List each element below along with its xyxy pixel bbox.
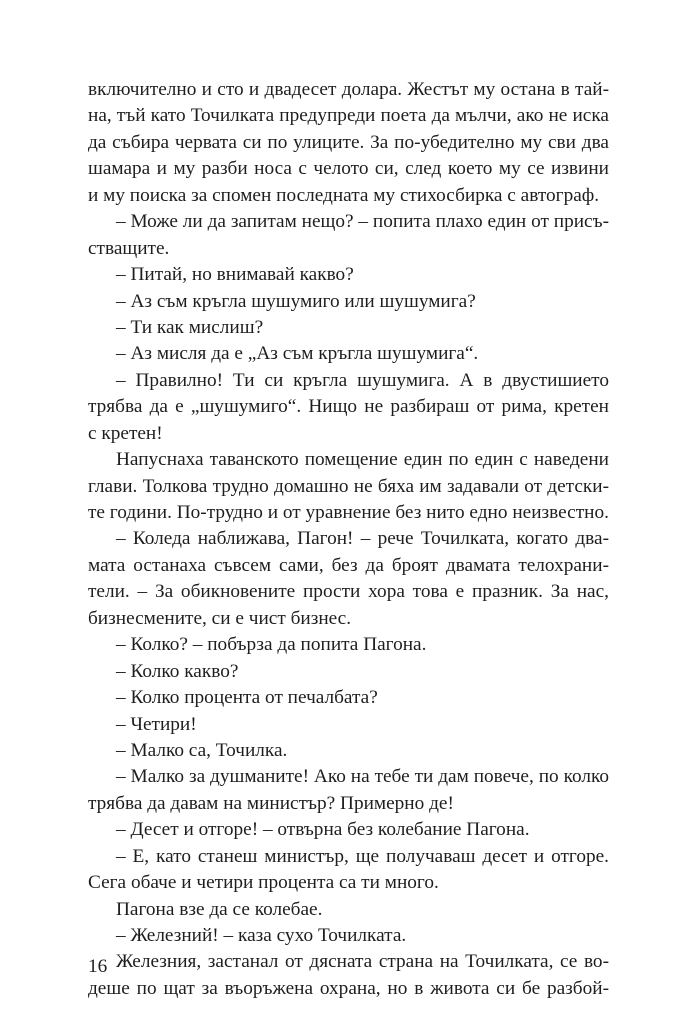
text-line: – Десет и отгоре! – отвърна без колебание Пагона. bbox=[116, 819, 530, 841]
text-line: мата останаха съвсем сами, без да броят двамата телохрани- bbox=[88, 554, 609, 576]
text-line: – Правилно! Ти си кръгла шушумига. А в двустишието bbox=[116, 369, 609, 391]
text-line: – Колко? – побърза да попита Пагона. bbox=[116, 634, 427, 656]
text-line: шамара и му разби носа с челото си, след което му се извини bbox=[88, 158, 609, 180]
text-line: – Аз съм кръгла шушумиго или шушумига? bbox=[116, 290, 476, 312]
text-line: – Колко процента от печалбата? bbox=[116, 687, 378, 709]
text-line: деше по щат за въоръжена охрана, но в живота си бе разбой- bbox=[88, 977, 609, 999]
text-line: Железния, застанал от дясната страна на Точилката, се во- bbox=[116, 951, 609, 973]
text-line: – Ти как мислиш? bbox=[116, 316, 264, 338]
text-line: – Колко какво? bbox=[116, 660, 239, 682]
text-line: бизнесмените, си е чист бизнес. bbox=[88, 607, 352, 629]
text-line: – Питай, но внимавай какво? bbox=[116, 264, 354, 286]
text-line: – Малко са, Точилка. bbox=[116, 739, 288, 761]
text-line: – Коледа наближава, Пагон! – рече Точилката, когато два- bbox=[116, 528, 609, 550]
text-line: глави. Толкова трудно домашно не бяха им задавали от детски- bbox=[88, 475, 609, 497]
text-line: включително и сто и двадесет долара. Жестът му остана в тай- bbox=[88, 79, 609, 100]
text-line: – Малко за душманите! Ако на тебе ти дам повече, по колко bbox=[116, 766, 609, 788]
text-line: трябва да е „шушумиго“. Нищо не разбираш от рима, кретен bbox=[88, 396, 609, 418]
text-line: – Железний! – каза сухо Точилката. bbox=[116, 925, 407, 946]
text-line: трябва да давам на министър? Примерно де! bbox=[88, 792, 454, 814]
page-number: 16 bbox=[88, 956, 108, 977]
text-line: – Аз мисля да е „Аз съм кръгла шушумига“. bbox=[116, 343, 479, 365]
text-line: стващите. bbox=[88, 237, 170, 259]
text-line: – Четири! bbox=[116, 713, 197, 735]
text-line: Напуснаха таванското помещение един по един с наведени bbox=[116, 449, 609, 471]
text-line: – Е, като станеш министър, ще получаваш десет и отгоре. bbox=[116, 845, 609, 867]
text-line: Пагона взе да се колебае. bbox=[116, 898, 323, 920]
text-line: те години. По-трудно и от уравнение без нито едно неизвестно. bbox=[88, 502, 609, 523]
text-line: Сега обаче и четири процента са ти много. bbox=[88, 872, 439, 894]
text-line: да събира червата си по улиците. За по-убедително му сви два bbox=[88, 131, 609, 153]
page-body bbox=[88, 77, 609, 1002]
text-line: и му поиска за спомен последната му стихосбирка с автограф. bbox=[88, 184, 600, 206]
text-line: на, тъй като Точилката предупреди поета да мълчи, ако не иска bbox=[88, 105, 609, 127]
text-line: тели. – За обикновените прости хора това е празник. За нас, bbox=[88, 581, 609, 603]
text-line: с кретен! bbox=[88, 422, 163, 444]
text-line: – Може ли да запитам нещо? – попита плахо един от присъ- bbox=[116, 211, 609, 233]
